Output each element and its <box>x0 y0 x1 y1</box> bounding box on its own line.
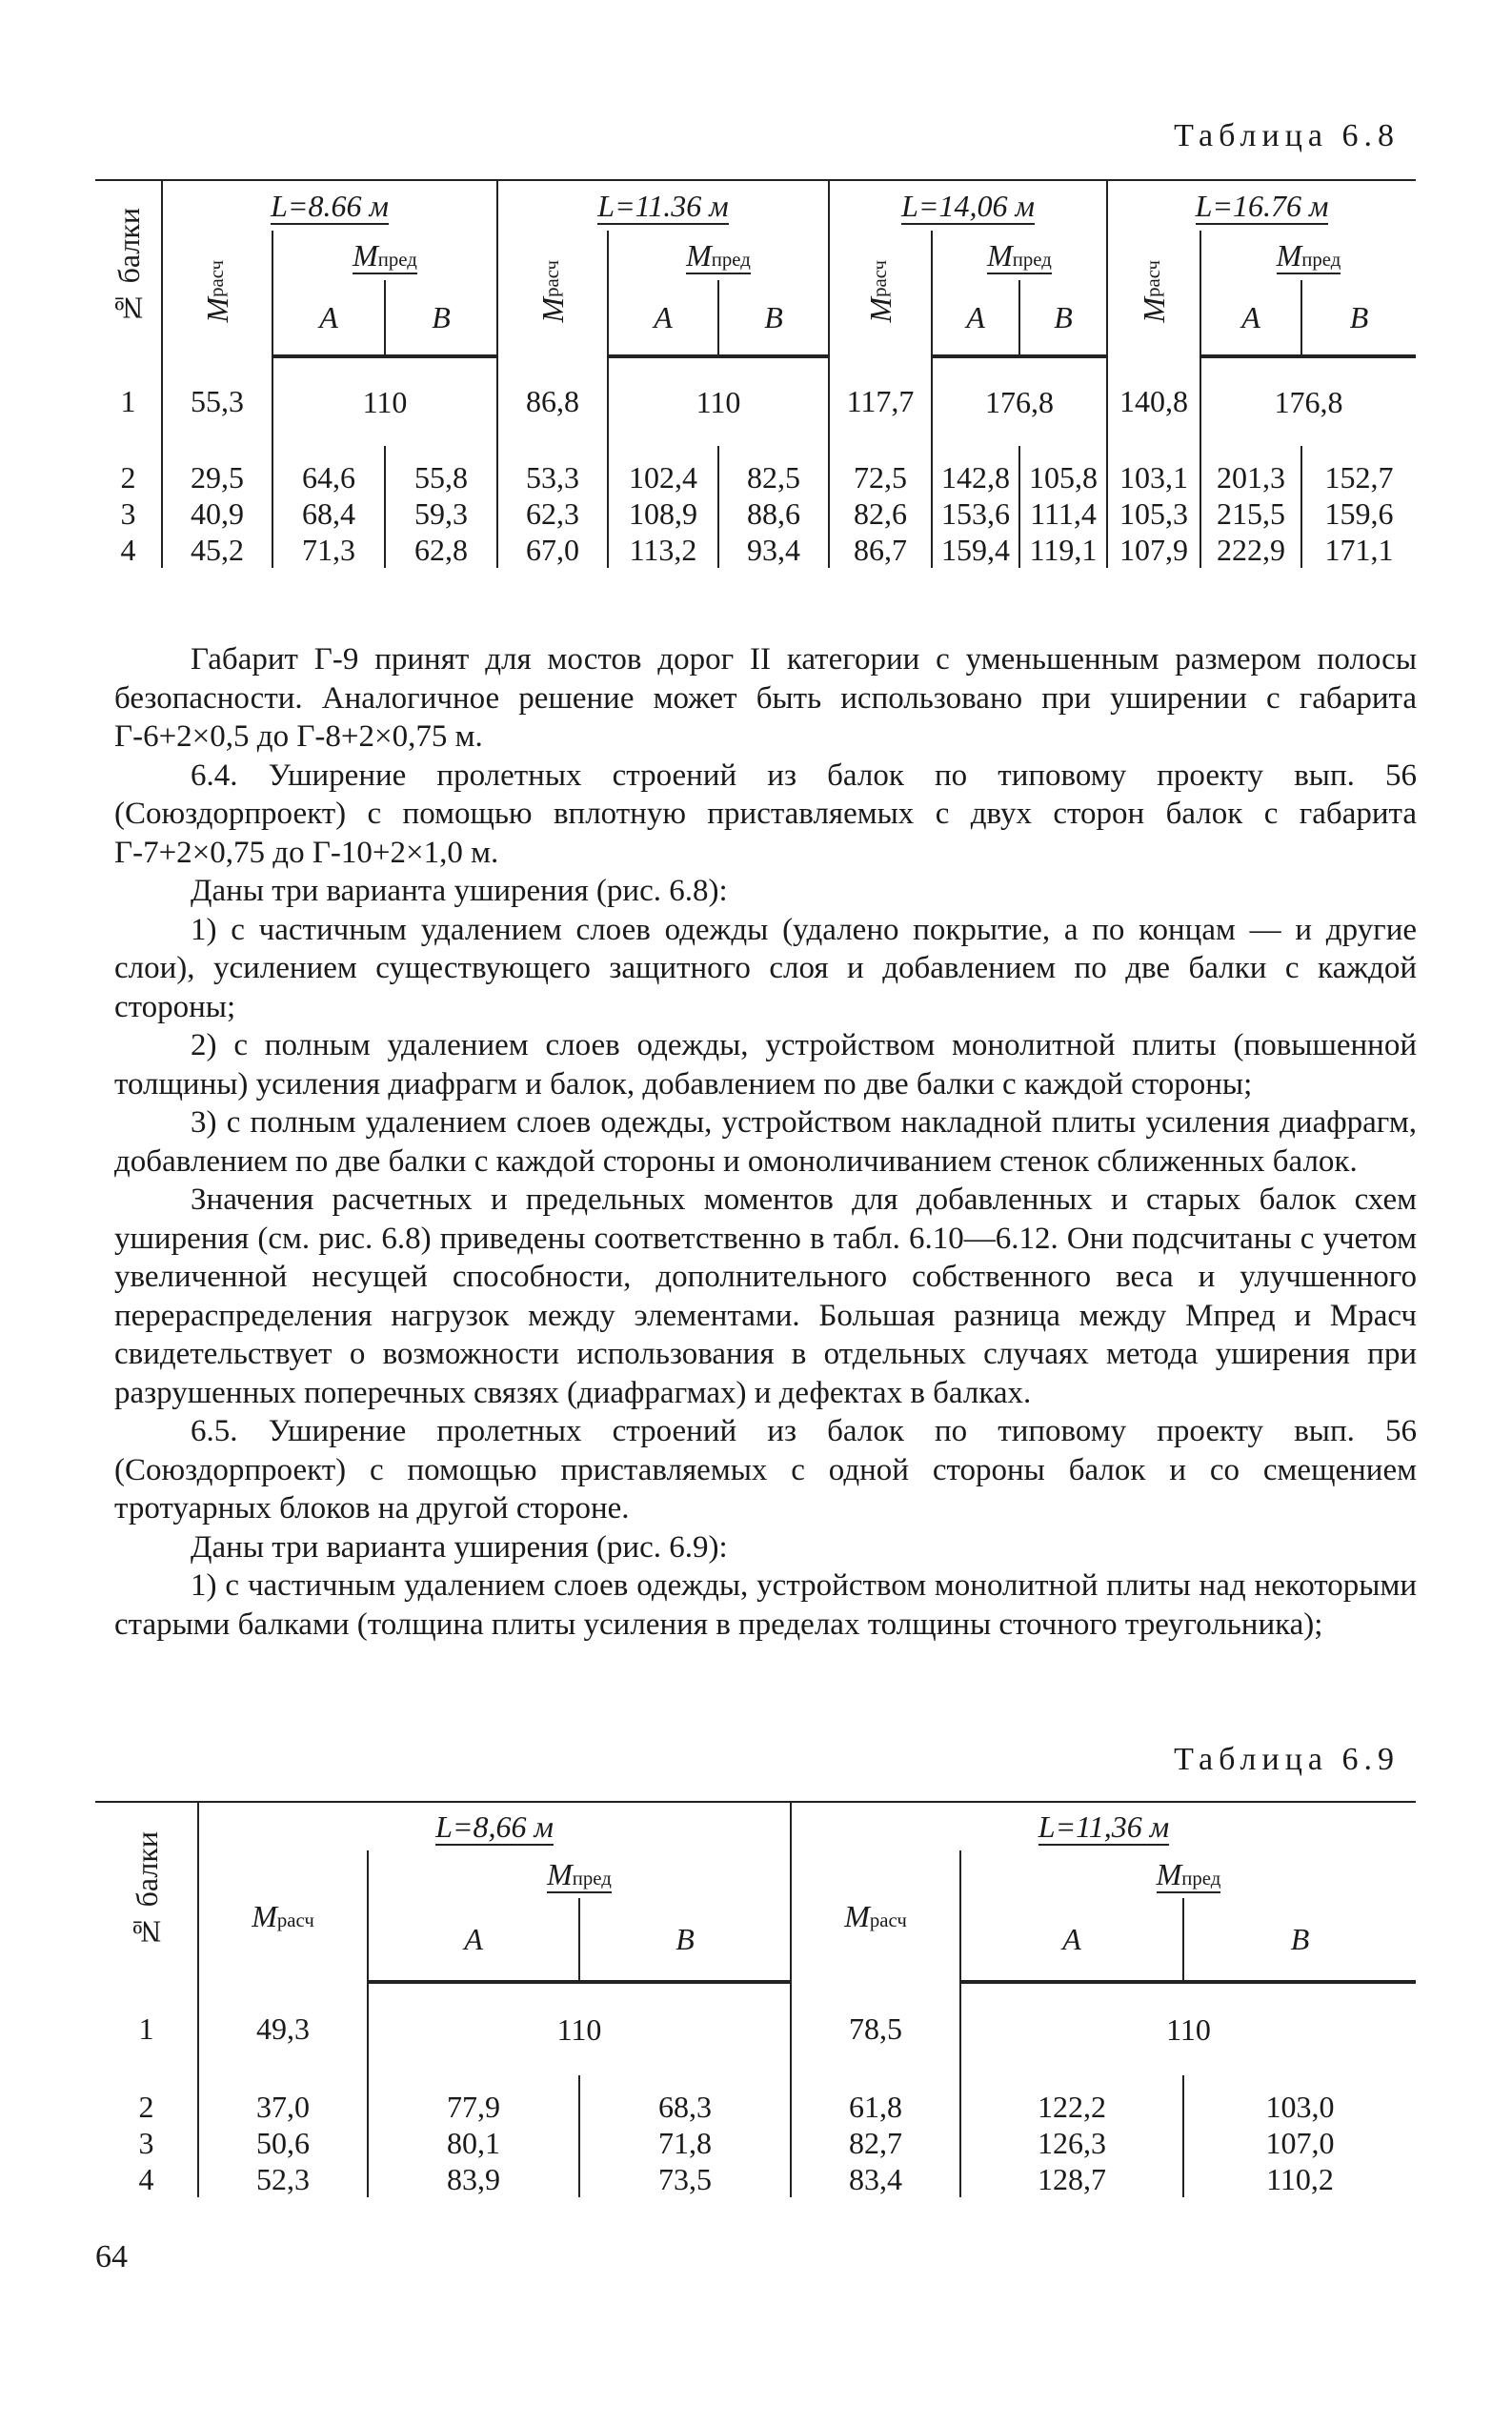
row-number-header: № балки <box>95 1802 198 1982</box>
table-6-9 <box>95 1801 1416 2197</box>
cell: 53,3 <box>497 446 608 495</box>
cell: 107,9 <box>1107 532 1200 568</box>
cell: 68,3 <box>579 2075 791 2125</box>
cell: 62,8 <box>385 532 497 568</box>
row-number: 4 <box>95 2161 198 2197</box>
cell: 201,3 <box>1200 446 1301 495</box>
cell: 128,7 <box>960 2161 1183 2197</box>
cell: 110,2 <box>1183 2161 1416 2197</box>
table-6-9-caption: Таблица 6.9 <box>1174 1742 1400 1777</box>
cell: 73,5 <box>579 2161 791 2197</box>
cell: 64,6 <box>272 446 385 495</box>
col-a-header: А <box>1200 280 1301 356</box>
m-calc-header: Мрасч <box>829 231 932 356</box>
row-number: 2 <box>95 2075 198 2125</box>
col-b-header: В <box>579 1898 791 1982</box>
cell: 78,5 <box>791 1982 960 2075</box>
cell: 86,8 <box>497 356 608 446</box>
cell: 142,8 <box>932 446 1019 495</box>
cell: 159,6 <box>1301 495 1416 532</box>
row-number: 4 <box>95 532 162 568</box>
cell: 222,9 <box>1200 532 1301 568</box>
table-row <box>95 356 1416 446</box>
cell: 110 <box>608 356 829 446</box>
table-6-8 <box>95 179 1416 568</box>
span-header-1: L=8.66 м <box>162 180 497 231</box>
paragraph: 6.4. Уширение пролетных строений из балок по типовому проекту вып. 56 (Союздорпроект) с помощью вплотную приставляемых с двух сторон балок с габарита Г-7+2×0,75 до Г-10+2×1,0 м. <box>114 758 1417 870</box>
span-header-2: L=11.36 м <box>497 180 829 231</box>
table-6-8-caption: Таблица 6.8 <box>1174 118 1400 153</box>
cell: 82,6 <box>829 495 932 532</box>
cell: 103,1 <box>1107 446 1200 495</box>
cell: 140,8 <box>1107 356 1200 446</box>
table-row <box>95 532 1416 568</box>
m-calc-header: Мрасч <box>1107 231 1200 356</box>
span-header-3: L=14,06 м <box>829 180 1107 231</box>
col-a-header: А <box>932 280 1019 356</box>
col-a-header: А <box>608 280 718 356</box>
cell: 105,3 <box>1107 495 1200 532</box>
table-row <box>95 446 1416 495</box>
cell: 105,8 <box>1019 446 1107 495</box>
col-b-header: В <box>1019 280 1107 356</box>
cell: 72,5 <box>829 446 932 495</box>
span-header-2: L=11,36 м <box>791 1802 1416 1850</box>
col-a-header: А <box>272 280 385 356</box>
page-number: 64 <box>95 2239 128 2274</box>
paragraph: Габарит Г-9 принят для мостов дорог II категории с уменьшенным размером полосы безопасности. Аналогичное решение может быть использовано при уширении с габарита Г-6+2×0,5 до Г-8+2×0,75 м. <box>114 642 1417 754</box>
m-calc-header: Мрасч <box>162 231 272 356</box>
cell: 59,3 <box>385 495 497 532</box>
cell: 103,0 <box>1183 2075 1416 2125</box>
cell: 108,9 <box>608 495 718 532</box>
cell: 37,0 <box>198 2075 368 2125</box>
col-b-header: В <box>1301 280 1416 356</box>
m-pred-header: Мпред <box>272 231 497 280</box>
cell: 102,4 <box>608 446 718 495</box>
row-number-header: № балки <box>95 180 162 356</box>
cell: 50,6 <box>198 2125 368 2161</box>
cell: 29,5 <box>162 446 272 495</box>
m-pred-header: Мпред <box>608 231 829 280</box>
col-b-header: В <box>1183 1898 1416 1982</box>
body-text <box>114 640 1417 1644</box>
cell: 110 <box>960 1982 1416 2075</box>
cell: 111,4 <box>1019 495 1107 532</box>
col-b-header: В <box>385 280 497 356</box>
cell: 215,5 <box>1200 495 1301 532</box>
table-row <box>95 495 1416 532</box>
cell: 71,8 <box>579 2125 791 2161</box>
table-row <box>95 2125 1416 2161</box>
span-header-4: L=16.76 м <box>1107 180 1416 231</box>
cell: 55,8 <box>385 446 497 495</box>
cell: 55,3 <box>162 356 272 446</box>
cell: 113,2 <box>608 532 718 568</box>
cell: 88,6 <box>718 495 829 532</box>
cell: 159,4 <box>932 532 1019 568</box>
cell: 176,8 <box>1200 356 1416 446</box>
cell: 40,9 <box>162 495 272 532</box>
cell: 117,7 <box>829 356 932 446</box>
cell: 77,9 <box>368 2075 579 2125</box>
cell: 93,4 <box>718 532 829 568</box>
m-calc-header: Мрасч <box>791 1850 960 1982</box>
cell: 126,3 <box>960 2125 1183 2161</box>
m-pred-header: Мпред <box>368 1850 791 1898</box>
cell: 119,1 <box>1019 532 1107 568</box>
cell: 67,0 <box>497 532 608 568</box>
cell: 83,9 <box>368 2161 579 2197</box>
table-row <box>95 2161 1416 2197</box>
cell: 153,6 <box>932 495 1019 532</box>
cell: 122,2 <box>960 2075 1183 2125</box>
paragraph: 1) с частичным удалением слоев одежды (удалено покрытие, а по концам — и другие слои), усилением существующего защитного слоя и добавлением по две балки с каждой стороны; <box>114 912 1417 1024</box>
cell: 49,3 <box>198 1982 368 2075</box>
cell: 176,8 <box>932 356 1107 446</box>
paragraph: 6.5. Уширение пролетных строений из балок по типовому проекту вып. 56 (Союздорпроект) с помощью приставляемых с одной стороны балок и со смещением тротуарных блоков на другой стороне. <box>114 1414 1417 1526</box>
cell: 171,1 <box>1301 532 1416 568</box>
paragraph: 1) с частичным удалением слоев одежды, устройством монолитной плиты над некоторыми старыми балками (толщина плиты усиления в пределах толщины сточного треугольника); <box>114 1568 1417 1642</box>
cell: 110 <box>272 356 497 446</box>
cell: 80,1 <box>368 2125 579 2161</box>
row-number: 3 <box>95 2125 198 2161</box>
m-pred-header: Мпред <box>960 1850 1416 1898</box>
cell: 68,4 <box>272 495 385 532</box>
m-calc-header: Мрасч <box>198 1850 368 1982</box>
paragraph: Даны три варианта уширения (рис. 6.8): <box>191 874 728 908</box>
cell: 62,3 <box>497 495 608 532</box>
col-a-header: А <box>960 1898 1183 1982</box>
row-number: 3 <box>95 495 162 532</box>
cell: 107,0 <box>1183 2125 1416 2161</box>
paragraph: Значения расчетных и предельных моментов для добавленных и старых балок схем уширения (см. рис. 6.8) приведены соответственно в табл. 6.10—6.12. Они подсчитаны с учетом увеличенной несущей способности, дополнительного собственного веса и улучшенного перераспределения нагрузок между элементами. Большая разница между Мпред и Мрасч свидетельствует о возможности использования в отдельных случаях метода уширения при разрушенных поперечных связях (диафрагмах) и дефектах в балках. <box>114 1182 1417 1410</box>
col-a-header: А <box>368 1898 579 1982</box>
m-pred-header: Мпред <box>1200 231 1416 280</box>
table-row <box>95 1982 1416 2075</box>
cell: 152,7 <box>1301 446 1416 495</box>
cell: 82,7 <box>791 2125 960 2161</box>
paragraph: 2) с полным удалением слоев одежды, устройством монолитной плиты (повышенной толщины) усиления диафрагм и балок, добавлением по две балки с каждой стороны; <box>114 1028 1417 1101</box>
cell: 52,3 <box>198 2161 368 2197</box>
col-b-header: В <box>718 280 829 356</box>
row-number: 1 <box>95 356 162 446</box>
cell: 61,8 <box>791 2075 960 2125</box>
cell: 71,3 <box>272 532 385 568</box>
cell: 45,2 <box>162 532 272 568</box>
paragraph: 3) с полным удалением слоев одежды, устройством накладной плиты усиления диафрагм, добавлением по две балки с каждой стороны и омоноличиванием стенок сближенных балок. <box>114 1105 1417 1179</box>
paragraph: Даны три варианта уширения (рис. 6.9): <box>191 1529 728 1565</box>
cell: 110 <box>368 1982 791 2075</box>
row-number: 1 <box>95 1982 198 2075</box>
m-pred-header: Мпред <box>932 231 1107 280</box>
table-row <box>95 2075 1416 2125</box>
row-number: 2 <box>95 446 162 495</box>
cell: 86,7 <box>829 532 932 568</box>
cell: 82,5 <box>718 446 829 495</box>
cell: 83,4 <box>791 2161 960 2197</box>
span-header-1: L=8,66 м <box>198 1802 791 1850</box>
m-calc-header: Мрасч <box>497 231 608 356</box>
